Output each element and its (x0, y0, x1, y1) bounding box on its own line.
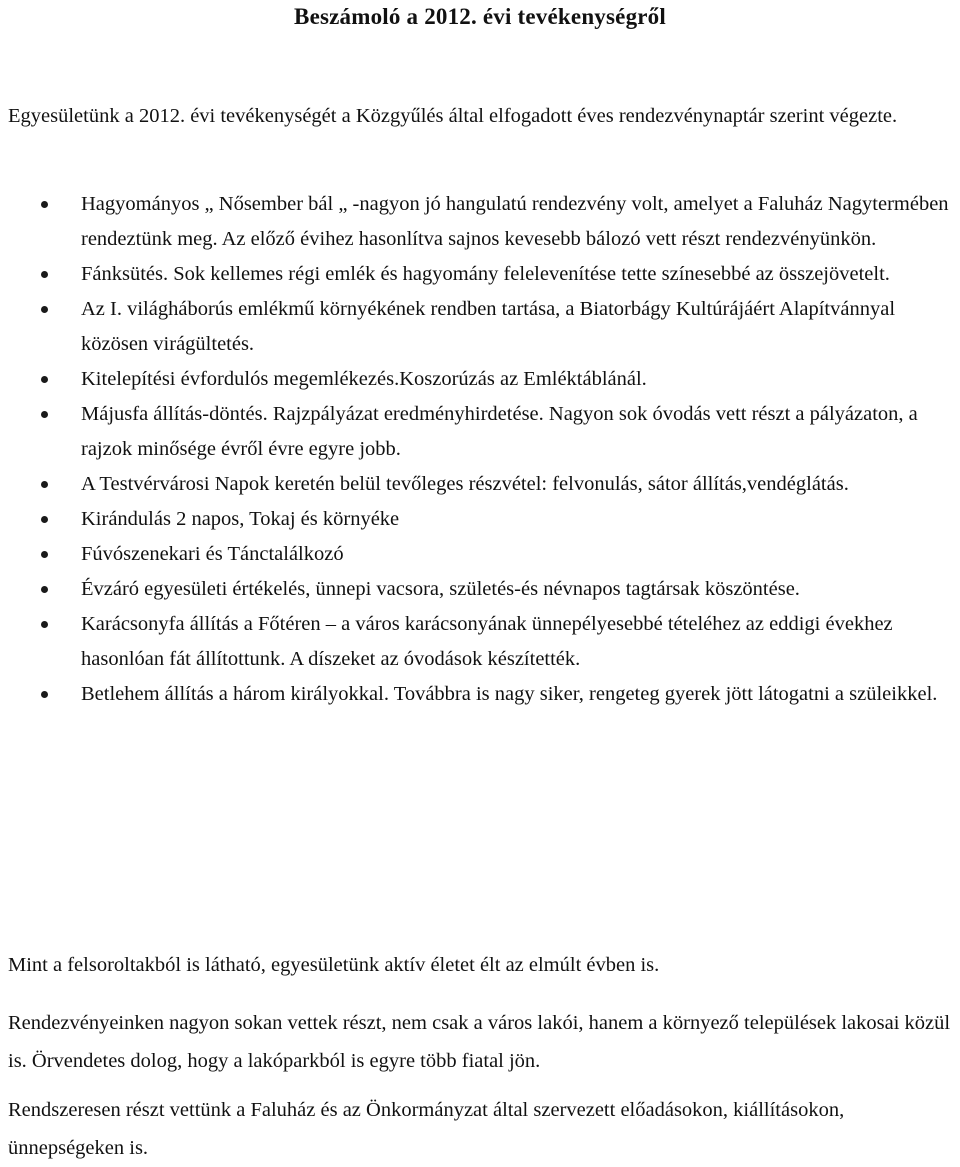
list-item (0, 467, 960, 502)
bullet-icon (41, 201, 48, 208)
bullet-icon (41, 691, 48, 698)
list-item (0, 572, 960, 607)
activity-list (0, 187, 960, 712)
bullet-icon (41, 586, 48, 593)
summary-paragraph: Mint a felsoroltakból is látható, egyesületünk aktív életet élt az elmúlt évben is. (8, 954, 660, 976)
list-item (0, 397, 960, 467)
list-item (0, 677, 960, 712)
events-paragraph: Rendszeresen részt vettünk a Faluház és az Önkormányzat által szervezett előadásokon, kiállításokon, ünnepségeken is. (8, 1099, 845, 1159)
list-item-text: Fúvószenekari és Tánctalálkozó (81, 543, 344, 565)
list-item (0, 362, 960, 397)
bullet-icon (41, 621, 48, 628)
list-item (0, 292, 960, 362)
bullet-icon (41, 306, 48, 313)
list-item-text: Kitelepítési évfordulós megemlékezés.Koszorúzás az Emléktáblánál. (81, 368, 647, 390)
list-item-text: Az I. világháborús emlékmű környékének rendben tartása, a Biatorbágy Kultúrájáért Alapítvánnyal közösen virágültetés. (81, 298, 896, 355)
list-item (0, 187, 960, 257)
participation-paragraph: Rendezvényeinken nagyon sokan vettek részt, nem csak a város lakói, hanem a környező települések lakosai közül is. Örvendetes dolog, hogy a lakóparkból is egyre több fiatal jön. (8, 1012, 951, 1072)
list-item-text: Betlehem állítás a három királyokkal. Továbbra is nagy siker, rengeteg gyerek jött látogatni a szüleikkel. (81, 683, 938, 705)
list-item-text: Hagyományos „ Nősember bál „ -nagyon jó hangulatú rendezvény volt, amelyet a Faluház Nagytermében rendeztünk meg. Az előző évihez hasonlítva sajnos kevesebb bálozó vett részt rendezvényünkön. (81, 193, 949, 250)
list-item-text: A Testvérvárosi Napok keretén belül tevőleges részvétel: felvonulás, sátor állítás,vendéglátás. (81, 473, 849, 495)
list-item-text: Fánksütés. Sok kellemes régi emlék és hagyomány felelevenítése tette színesebbé az összejövetelt. (81, 263, 890, 285)
bullet-icon (41, 551, 48, 558)
list-item (0, 502, 960, 537)
list-item (0, 257, 960, 292)
list-item-text: Kirándulás 2 napos, Tokaj és környéke (81, 508, 400, 530)
bullet-icon (41, 376, 48, 383)
bullet-icon (41, 516, 48, 523)
bullet-icon (41, 481, 48, 488)
list-item (0, 537, 960, 572)
list-item-text: Karácsonyfa állítás a Főtéren – a város karácsonyának ünnepélyesebbé tételéhez az eddigi évekhez hasonlóan fát állítottunk. A díszeket az óvodások készítették. (81, 613, 893, 670)
bullet-icon (41, 411, 48, 418)
intro-paragraph: Egyesületünk a 2012. évi tevékenységét a Közgyűlés által elfogadott éves rendezvénynaptár szerint végezte. (8, 105, 898, 127)
bullet-icon (41, 271, 48, 278)
list-item (0, 607, 960, 677)
list-item-text: Évzáró egyesületi értékelés, ünnepi vacsora, születés-és névnapos tagtársak köszöntése. (81, 578, 800, 600)
list-item-text: Májusfa állítás-döntés. Rajzpályázat eredményhirdetése. Nagyon sok óvodás vett részt a pályázaton, a rajzok minősége évről évre egyre jobb. (81, 403, 918, 460)
document-title: Beszámoló a 2012. évi tevékenységről (294, 4, 666, 29)
